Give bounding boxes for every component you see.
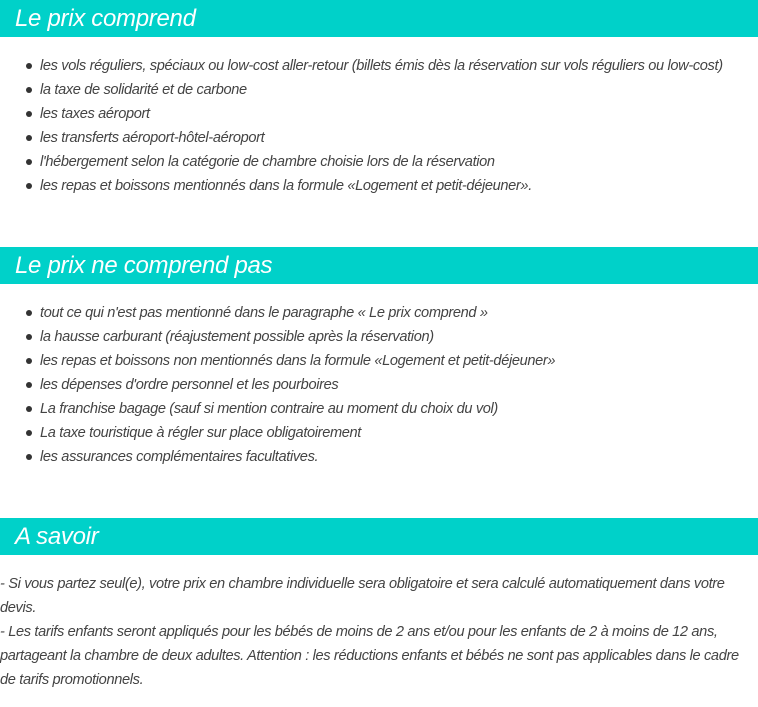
bullet-icon: [26, 358, 32, 364]
bullet-icon: [26, 87, 32, 93]
bullet-icon: [26, 430, 32, 436]
list-item-text: La franchise bagage (sauf si mention contraire au moment du choix du vol): [40, 401, 498, 417]
list-item-text: l'hébergement selon la catégorie de chambre choisie lors de la réservation: [40, 154, 495, 170]
bullet-icon: [26, 159, 32, 165]
list-item-text: la taxe de solidarité et de carbone: [40, 82, 247, 98]
list-item: [0, 126, 758, 150]
info-block: [0, 572, 756, 692]
bullet-icon: [26, 406, 32, 412]
list-item: [0, 421, 758, 445]
list-item: [0, 150, 758, 174]
bullet-icon: [26, 382, 32, 388]
list-item-text: tout ce qui n'est pas mentionné dans le paragraphe « Le prix comprend »: [40, 305, 488, 321]
list-item: [0, 397, 758, 421]
list-item-text: La taxe touristique à régler sur place obligatoirement: [40, 425, 362, 441]
list-item: [0, 301, 758, 325]
bullet-icon: [26, 183, 32, 189]
section-prix-comprend: [0, 0, 758, 198]
bullet-icon: [26, 334, 32, 340]
list-item: [0, 373, 758, 397]
info-paragraph: - Si vous partez seul(e), votre prix en chambre individuelle sera obligatoire et sera calculé automatiquement dans votre devis.: [0, 576, 725, 616]
bullet-icon: [26, 135, 32, 141]
bullet-icon: [26, 63, 32, 69]
list-item: [0, 349, 758, 373]
included-list: [0, 54, 758, 198]
list-item: [0, 102, 758, 126]
list-item: [0, 445, 758, 469]
list-item-text: les assurances complémentaires facultatives.: [40, 449, 319, 465]
section-prix-ne-comprend-pas: [0, 247, 758, 469]
list-item: [0, 174, 758, 198]
list-item-text: les taxes aéroport: [40, 106, 150, 122]
section-heading: Le prix ne comprend pas: [0, 247, 758, 284]
list-item-text: les vols réguliers, spéciaux ou low-cost aller-retour (billets émis dès la réservation sur vols réguliers ou low-cost): [40, 58, 723, 74]
list-item-text: les dépenses d'ordre personnel et les pourboires: [40, 377, 339, 393]
info-paragraph: - Les tarifs enfants seront appliqués pour les bébés de moins de 2 ans et/ou pour les enfants de 2 à moins de 12 ans, partageant la chambre de deux adultes. Attention : les réductions enfants et bébés ne sont pas applicables dans le cadre de tarifs promotionnels.: [0, 624, 739, 688]
bullet-icon: [26, 310, 32, 316]
section-heading: Le prix comprend: [0, 0, 758, 37]
list-item: [0, 325, 758, 349]
list-item: [0, 54, 758, 78]
section-heading: A savoir: [0, 518, 758, 555]
list-item: [0, 78, 758, 102]
section-a-savoir: [0, 518, 758, 692]
list-item-text: la hausse carburant (réajustement possible après la réservation): [40, 329, 434, 345]
bullet-icon: [26, 454, 32, 460]
list-item-text: les repas et boissons mentionnés dans la formule «Logement et petit-déjeuner».: [40, 178, 532, 194]
bullet-icon: [26, 111, 32, 117]
list-item-text: les transferts aéroport-hôtel-aéroport: [40, 130, 265, 146]
excluded-list: [0, 301, 758, 469]
list-item-text: les repas et boissons non mentionnés dans la formule «Logement et petit-déjeuner»: [40, 353, 556, 369]
